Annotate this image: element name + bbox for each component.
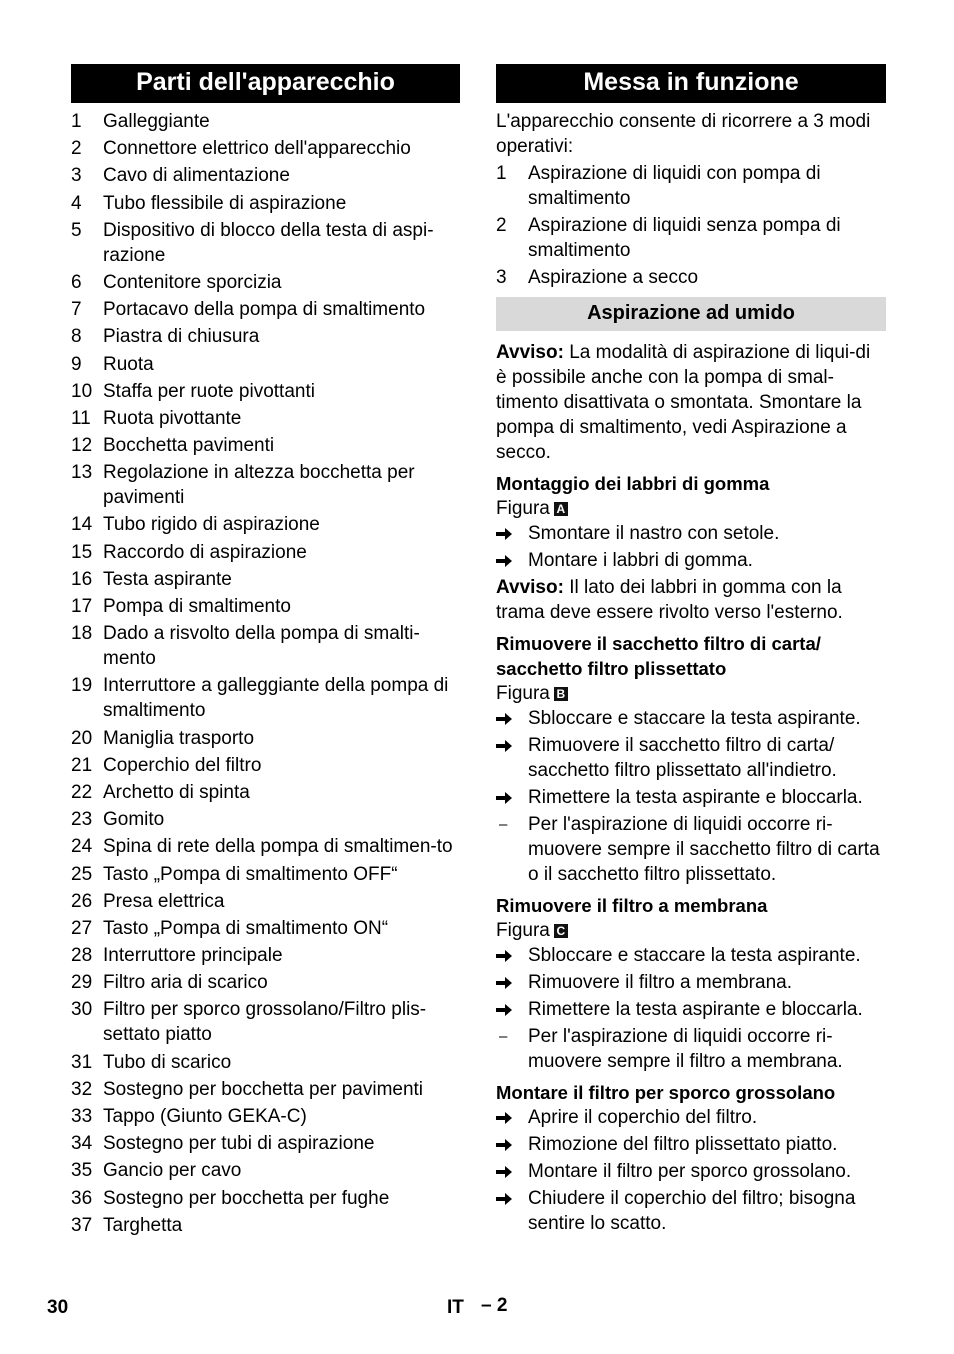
startup-column	[496, 64, 886, 1238]
step-item: Sbloccare e staccare la testa aspirante.	[496, 706, 886, 731]
step-item: Smontare il nastro con setole.	[496, 521, 886, 546]
list-item: 35 Gancio per cavo	[71, 1160, 242, 1182]
arrow-right-icon	[496, 997, 528, 1022]
arrow-right-icon	[496, 970, 528, 995]
list-item: 2 Aspirazione di liquidi senza pompa di smaltimento	[496, 215, 841, 261]
list-item: 1 Galleggiante	[71, 111, 210, 132]
list-item: 29 Filtro aria di scarico	[71, 972, 268, 994]
list-item: 10 Staffa per ruote pivottanti	[71, 380, 315, 402]
arrow-right-icon	[496, 521, 528, 546]
parts-column	[71, 64, 460, 1240]
list-item: 4 Tubo flessibile di aspirazione	[71, 192, 347, 214]
notice-text: La modalità di aspirazione di liqui-di è possibile anche con la pompa di smal-timento disattivata o smontata. Smontare la pompa di smaltimento, vedi Aspirazione a secco.	[496, 342, 871, 463]
language-code: IT	[447, 1297, 464, 1318]
steps-list	[496, 521, 886, 573]
list-item: 20 Maniglia trasporto	[71, 727, 255, 749]
list-item: 6 Contenitore sporcizia	[71, 271, 282, 293]
list-item: 13 Regolazione in altezza bocchetta per pavimenti	[71, 462, 415, 509]
list-item: 22 Archetto di spinta	[71, 781, 250, 803]
list-item: 8 Piastra di chiusura	[71, 326, 260, 348]
arrow-right-icon	[496, 1186, 528, 1236]
notice-paragraph	[496, 340, 886, 465]
section-title: Rimuovere il filtro a membrana	[496, 895, 768, 916]
modes-list	[496, 161, 886, 290]
figure-reference: Figura C	[496, 918, 886, 943]
list-item: 23 Gomito	[71, 809, 165, 831]
step-item: Rimuovere il sacchetto filtro di carta/ sacchetto filtro plissettato all'indietro.	[496, 733, 886, 783]
arrow-right-icon	[496, 548, 528, 573]
notice-text: Il lato dei labbri in gomma con la trama deve essere rivolto verso l'esterno.	[496, 577, 843, 623]
step-item: Sbloccare e staccare la testa aspirante.	[496, 943, 886, 968]
step-item: Rimettere la testa aspirante e bloccarla.	[496, 997, 886, 1022]
list-item: 18 Dado a risvolto della pompa di smalti-mento	[71, 623, 420, 670]
list-item: 5 Dispositivo di blocco della testa di aspi-razione	[71, 219, 434, 266]
step-item: Montare i labbri di gomma.	[496, 548, 886, 573]
figure-letter-icon: C	[554, 924, 568, 938]
list-item: 26 Presa elettrica	[71, 890, 225, 912]
figure-letter-icon: B	[554, 687, 568, 701]
step-item: Rimozione del filtro plissettato piatto.	[496, 1132, 886, 1157]
section-title: Montare il filtro per sporco grossolano	[496, 1082, 836, 1103]
arrow-right-icon	[496, 733, 528, 783]
list-item: 3 Aspirazione a secco	[496, 267, 699, 288]
arrow-right-icon	[496, 1105, 528, 1130]
arrow-right-icon	[496, 943, 528, 968]
step-item: Chiudere il coperchio del filtro; bisogna sentire lo scatto.	[496, 1186, 886, 1236]
list-item: 19 Interruttore a galleggiante della pompa di smaltimento	[71, 675, 449, 722]
arrow-right-icon	[496, 1159, 528, 1184]
list-item: 34 Sostegno per tubi di aspirazione	[71, 1133, 375, 1155]
list-item: 7 Portacavo della pompa di smaltimento	[71, 299, 426, 321]
list-item: 9 Ruota	[71, 353, 154, 375]
list-item: 2 Connettore elettrico dell'apparecchio	[71, 138, 411, 160]
step-item: Montare il filtro per sporco grossolano.	[496, 1159, 886, 1184]
list-item: 37 Targhetta	[71, 1214, 183, 1236]
list-item: 11 Ruota pivottante	[71, 407, 242, 429]
list-item: 14 Tubo rigido di aspirazione	[71, 514, 320, 536]
list-item: 15 Raccordo di aspirazione	[71, 541, 307, 563]
wet-vacuum-subheading: Aspirazione ad umido	[496, 297, 886, 331]
list-item: 32 Sostegno per bocchetta per pavimenti	[71, 1078, 424, 1100]
notice-paragraph	[496, 575, 886, 625]
list-item: 31 Tubo di scarico	[71, 1051, 232, 1073]
step-item: Aprire il coperchio del filtro.	[496, 1105, 886, 1130]
section-title: Montaggio dei labbri di gomma	[496, 473, 770, 494]
list-item: 24 Spina di rete della pompa di smaltimen-to	[71, 836, 453, 858]
intro-text: L'apparecchio consente di ricorrere a 3 modi operativi:	[496, 111, 871, 157]
step-item: Rimettere la testa aspirante e bloccarla.	[496, 785, 886, 810]
dash-note: – Per l'aspirazione di liquidi occorre ri-muovere sempre il sacchetto filtro di carta o il sacchetto filtro plissettato.	[496, 812, 886, 887]
parts-heading: Parti dell'apparecchio	[71, 64, 460, 103]
arrow-right-icon	[496, 706, 528, 731]
dash-note: – Per l'aspirazione di liquidi occorre ri-muovere sempre il filtro a membrana.	[496, 1024, 886, 1074]
list-item: 30 Filtro per sporco grossolano/Filtro plis-settato piatto	[71, 999, 427, 1046]
step-item: Rimuovere il filtro a membrana.	[496, 970, 886, 995]
startup-heading: Messa in funzione	[496, 64, 886, 103]
list-item: 27 Tasto „Pompa di smaltimento ON“	[71, 917, 389, 939]
list-item: 16 Testa aspirante	[71, 568, 232, 590]
list-item: 17 Pompa di smaltimento	[71, 596, 291, 617]
dash-icon: –	[499, 1028, 508, 1045]
list-item: 33 Tappo (Giunto GEKA-C)	[71, 1106, 307, 1127]
page-number: 30	[47, 1297, 69, 1318]
steps-list	[496, 706, 886, 810]
dash-icon: –	[499, 816, 508, 833]
parts-list	[71, 109, 460, 1238]
steps-list	[496, 943, 886, 1022]
steps-list	[496, 1105, 886, 1236]
list-item: 1 Aspirazione di liquidi con pompa di smaltimento	[496, 163, 821, 209]
list-item: 25 Tasto „Pompa di smaltimento OFF“	[71, 863, 398, 885]
arrow-right-icon	[496, 1132, 528, 1157]
list-item: 28 Interruttore principale	[71, 945, 283, 967]
list-item: 21 Coperchio del filtro	[71, 754, 262, 776]
section-title: Rimuovere il sacchetto filtro di carta/ sacchetto filtro plissettato	[496, 633, 821, 679]
figure-reference: Figura A	[496, 496, 886, 521]
list-item: 3 Cavo di alimentazione	[71, 165, 290, 187]
sub-page-number: – 2	[481, 1295, 508, 1316]
notice-label: Avviso:	[496, 342, 564, 363]
arrow-right-icon	[496, 785, 528, 810]
figure-letter-icon: A	[554, 502, 568, 516]
list-item: 36 Sostegno per bocchetta per fughe	[71, 1187, 390, 1209]
notice-label: Avviso:	[496, 577, 564, 598]
figure-reference: Figura B	[496, 681, 886, 706]
list-item: 12 Bocchetta pavimenti	[71, 435, 275, 457]
